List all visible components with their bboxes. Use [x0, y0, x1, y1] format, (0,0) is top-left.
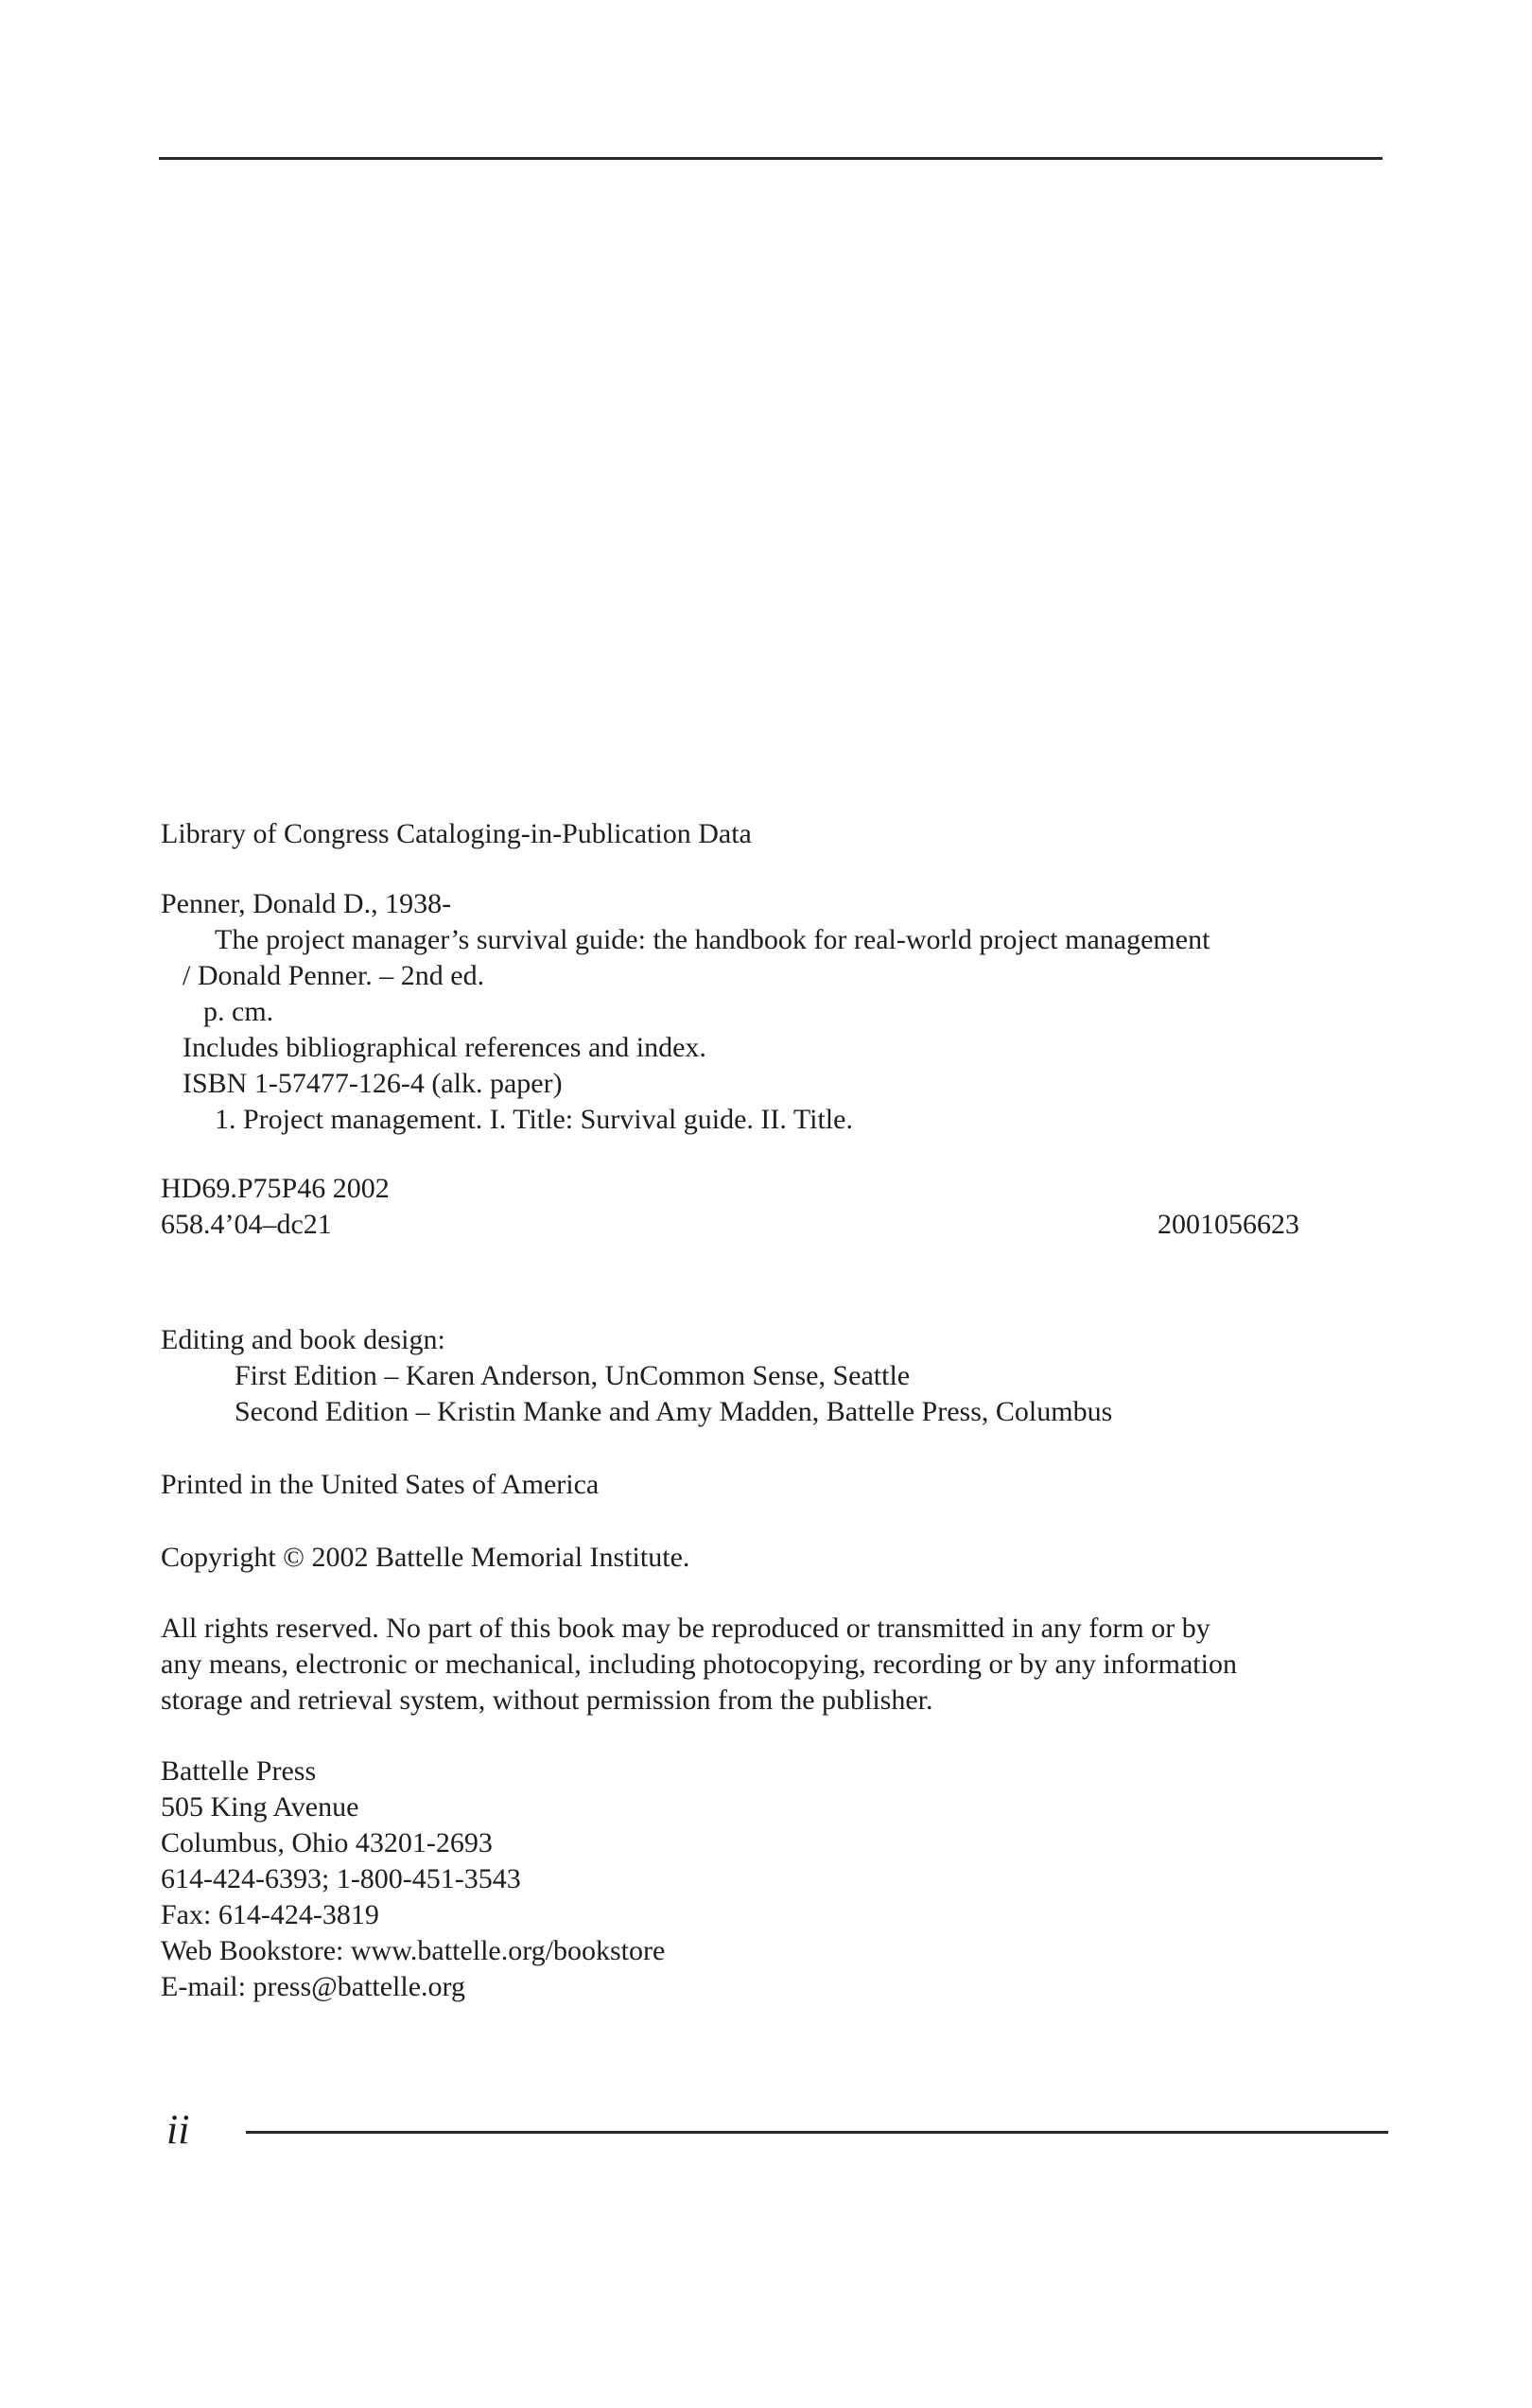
printed-in: Printed in the United Sates of America: [161, 1469, 600, 1500]
cip-dewey: 658.4’04–dc21: [161, 1209, 332, 1240]
page-number: ii: [166, 2106, 190, 2153]
cip-isbn: ISBN 1-57477-126-4 (alk. paper): [183, 1068, 563, 1099]
top-rule: [159, 157, 1383, 160]
credits-heading: Editing and book design:: [161, 1324, 445, 1355]
publisher-street: 505 King Avenue: [161, 1791, 359, 1823]
cip-pages: p. cm.: [203, 996, 274, 1027]
copyright-notice: Copyright © 2002 Battelle Memorial Institute.: [161, 1542, 690, 1573]
cip-subjects: 1. Project management. I. Title: Survival guide. II. Title.: [215, 1104, 853, 1135]
cip-title-line2: / Donald Penner. – 2nd ed.: [183, 960, 485, 991]
publisher-phones: 614-424-6393; 1-800-451-3543: [161, 1863, 521, 1894]
credits-first-edition: First Edition – Karen Anderson, UnCommon Sense, Seattle: [235, 1360, 911, 1391]
cip-header: Library of Congress Cataloging-in-Publication Data: [161, 818, 752, 849]
cip-lccn: 2001056623: [1158, 1209, 1299, 1240]
bottom-rule: [246, 2131, 1388, 2134]
credits-second-edition: Second Edition – Kristin Manke and Amy Madden, Battelle Press, Columbus: [235, 1396, 1113, 1427]
cip-title-line1: The project manager’s survival guide: the handbook for real-world project management: [215, 924, 1210, 955]
cip-author: Penner, Donald D., 1938-: [161, 888, 452, 919]
publisher-fax: Fax: 614-424-3819: [161, 1899, 379, 1930]
cip-includes: Includes bibliographical references and index.: [183, 1032, 706, 1063]
rights-line1: All rights reserved. No part of this book may be reproduced or transmitted in any form or by: [161, 1613, 1210, 1644]
publisher-email: E-mail: press@battelle.org: [161, 1971, 465, 2002]
rights-line3: storage and retrieval system, without permission from the publisher.: [161, 1684, 933, 1716]
rights-line2: any means, electronic or mechanical, including photocopying, recording or by any information: [161, 1649, 1237, 1680]
publisher-name: Battelle Press: [161, 1755, 317, 1787]
publisher-city: Columbus, Ohio 43201-2693: [161, 1827, 493, 1858]
publisher-web: Web Bookstore: www.battelle.org/bookstore: [161, 1935, 666, 1966]
cip-lc-class: HD69.P75P46 2002: [161, 1173, 390, 1204]
